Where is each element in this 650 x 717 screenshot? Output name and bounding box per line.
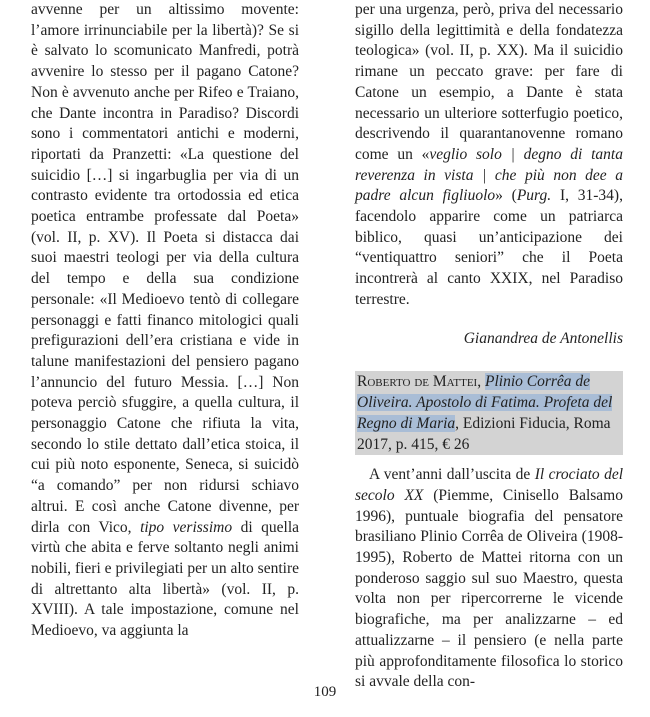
review-text-a: A vent’anni dall’uscita de [369, 466, 535, 484]
right-column [355, 0, 623, 693]
review-paragraph [355, 465, 623, 693]
right-italic-purg: Purg. [516, 187, 552, 205]
review-signature: Gianandrea de Antonellis [463, 329, 623, 347]
right-text-b: » ( [495, 187, 517, 205]
right-paragraph [355, 0, 623, 311]
left-paragraph [31, 0, 299, 642]
left-text-b: di quella virtù che abita e ferve soltanto negli animi nobili, fieri e privilegiati per un alto sentire di altrettanto alta libertà» (vol. II, p. XVIII). A tale impostazione, comune nel Medioevo, va aggiunta la [31, 518, 300, 640]
book-author: Roberto de Mattei [357, 373, 478, 391]
left-italic-phrase: tipo verissimo [140, 518, 233, 536]
book-title-highlighted: Plinio Corrêa de Oliveira. Apostolo di Fatima. Profeta del Regno di Maria [357, 373, 613, 433]
left-text-a: avvenne per un altissimo movente: l’amore irrinunciabile per la libertà)? Se si è salvato lo scomunicato Manfredi, potrà avvenire lo stesso per il pagano Catone? Non è avvenuto anche per Rifeo e Traiano, che Dante incontra in Paradiso? Discordi sono i commentatori antichi e moderni, riportati da Pranzetti: «La questione del suicidio […] si ingarbuglia per via di un contrasto evidente tra ortodossia ed etica poetica entrambe professate dal Poeta» (vol. II, p. XV). Il Poeta si distacca dai suoi maestri teologi per via della cultura del tempo e della sua condizione personale: «Il Medioevo tentò di collegare personaggi e fatti financo mitologici quali prefigurazioni dell’era cristiana e vide in talune manifestazioni del pensiero pagano l’annuncio del futuro Messia. […] Non poteva perciò sfuggire, a quella cultura, il personaggio Catone che rifiuta la vita, secondo lo stile dettato dall’etica stoica, il cui più noto esponente, Seneca, si suicidò “a comando” per non ridursi schiavo altrui. E così anche Catone divenne, per dirla con Vico, [31, 1, 299, 536]
book-details: , Edizioni Fiducia, Roma 2017, p. 415, € 26 [357, 415, 611, 454]
right-text-a: per una urgenza, però, priva del necessario sigillo della legittimità e della fondatezza teologica» (vol. II, p. XX). Ma il suicidio rimane un peccato grave: per fare di Catone un esempio, a Dante è stata necessario un ulteriore sotterfugio poetico, descrivendo il quarantanovenne romano come un « [355, 1, 623, 163]
right-text-c: I, 31-34), facendolo apparire come un patriarca biblico, quasi un’anticipazione dei “ventiquattro seniori” che il Poeta incontrerà al canto XXIX, nel Paradiso terrestre. [355, 187, 623, 308]
review-italic-title: Il crociato del secolo XX [355, 466, 624, 504]
page-number: 109 [313, 684, 337, 700]
review-text-b: (Piemme, Cinisello Balsamo 1996), puntuale biografia del pensatore brasiliano Plinio Corrêa de Oliveira (1908-1995), Roberto de Mattei ritorna con un ponderoso saggio sul suo Maestro, questa volta non per ripercorrerne le vicende biografiche, ma per analizzarne – ed attualizzarne – il pensiero (e nella parte più approfonditamente filosofica lo storico si avvale della con- [355, 486, 623, 691]
book-header: Roberto de Mattei, Plinio Corrêa de Oliveira. Apostolo di Fatima. Profeta del Regno di Maria, Edizioni Fiducia, Roma 2017, p. 415, € 26 [355, 371, 623, 455]
left-column [31, 0, 299, 642]
right-italic-quote: veglio solo | degno di tanta reverenza in vista | che più non dee a padre alcun figliuolo [355, 145, 623, 205]
